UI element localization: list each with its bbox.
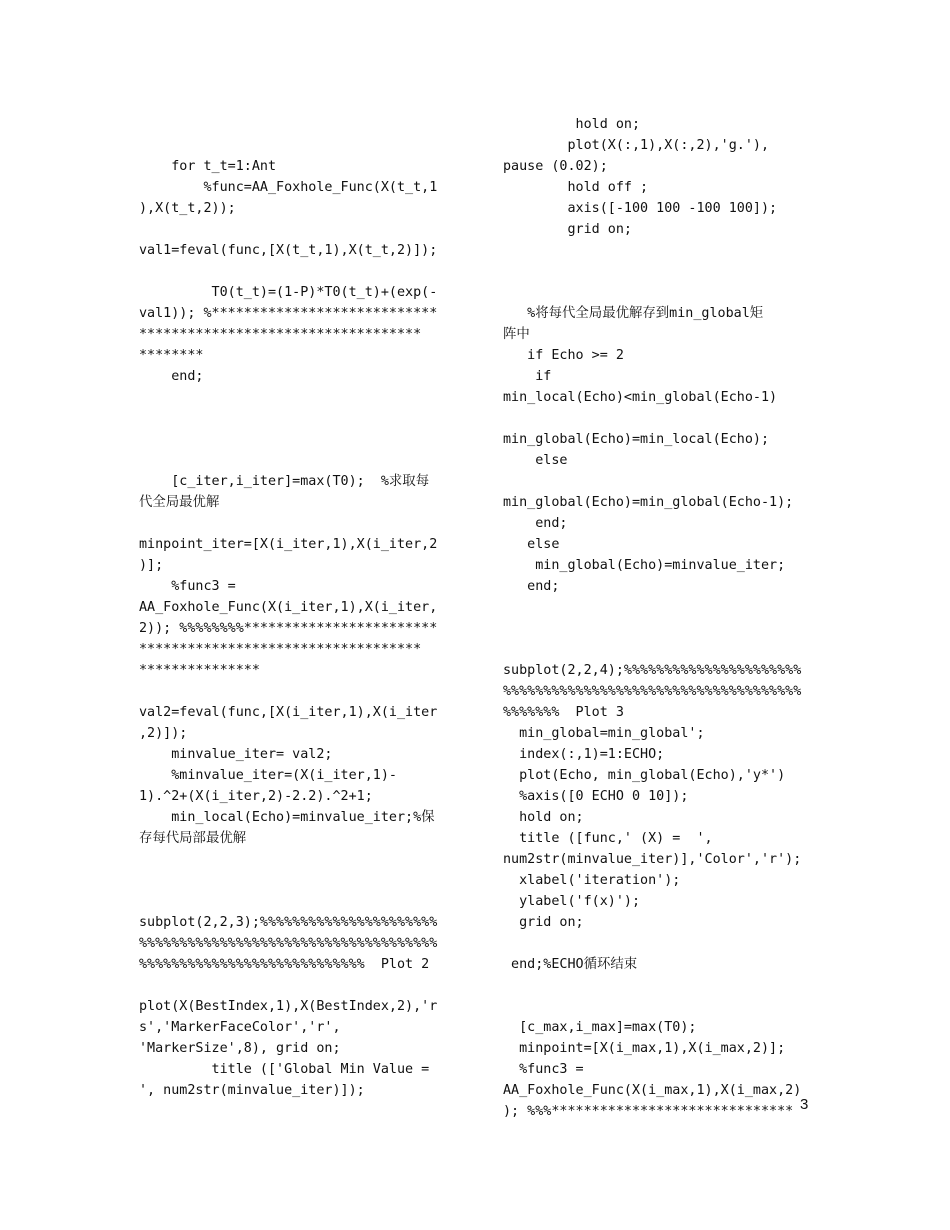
code-line: hold on;	[503, 117, 641, 132]
code-line: grid on;	[503, 222, 632, 237]
code-line: minpoint=[X(i_max,1),X(i_max,2)];	[503, 1041, 786, 1056]
code-line: ********	[139, 348, 204, 363]
code-line	[139, 870, 449, 891]
code-line: end;	[503, 579, 560, 594]
code-line: min_global=min_global';	[503, 726, 705, 741]
code-line: ylabel('f(x)');	[503, 894, 641, 909]
code-line: min_local(Echo)<min_global(Echo-1)	[503, 390, 778, 405]
code-line	[503, 933, 813, 954]
code-line: ),X(t_t,2));	[139, 201, 236, 216]
code-line: if Echo >= 2	[503, 348, 624, 363]
code-line: [c_iter,i_iter]=max(T0); %求取每	[139, 474, 430, 489]
code-line: 1).^2+(X(i_iter,2)-2.2).^2+1;	[139, 789, 373, 804]
code-column-left	[139, 114, 449, 1101]
code-line: else	[503, 537, 560, 552]
code-line: ', num2str(minvalue_iter)]);	[139, 1083, 365, 1098]
code-line	[139, 408, 449, 429]
code-line	[503, 975, 813, 996]
code-line: hold on;	[503, 810, 584, 825]
code-line: s','MarkerFaceColor','r',	[139, 1020, 341, 1035]
page-number: 3	[800, 1096, 809, 1113]
code-line: %axis([0 ECHO 0 10]);	[503, 789, 689, 804]
code-line: min_global(Echo)=minvalue_iter;	[503, 558, 786, 573]
code-line: min_global(Echo)=min_global(Echo-1);	[503, 495, 794, 510]
code-line: title (['Global Min Value =	[139, 1062, 430, 1077]
code-line: min_local(Echo)=minvalue_iter;%保	[139, 810, 435, 825]
code-line	[503, 618, 813, 639]
code-line: title ([func,' (X) = ',	[503, 831, 713, 846]
code-line: 'MarkerSize',8), grid on;	[139, 1041, 341, 1056]
code-line: %func3 =	[503, 1062, 584, 1077]
code-line: val1=feval(func,[X(t_t,1),X(t_t,2)]);	[139, 243, 438, 258]
code-line: %%%%%%%%%%%%%%%%%%%%%%%%%%%% Plot 2	[139, 957, 430, 972]
code-line: ,2)]);	[139, 726, 188, 741]
code-line: if	[503, 369, 552, 384]
code-line: %%%%%%% Plot 3	[503, 705, 624, 720]
code-line	[139, 450, 449, 471]
code-line: %%%%%%%%%%%%%%%%%%%%%%%%%%%%%%%%%%%%%	[139, 936, 438, 951]
code-line	[503, 639, 813, 660]
code-line	[139, 135, 449, 156]
code-line: plot(Echo, min_global(Echo),'y*')	[503, 768, 786, 783]
code-line: grid on;	[503, 915, 584, 930]
code-line: for t_t=1:Ant	[139, 159, 277, 174]
code-line: AA_Foxhole_Func(X(i_iter,1),X(i_iter,	[139, 600, 438, 615]
code-line	[139, 387, 449, 408]
code-line	[503, 597, 813, 618]
code-line: end;%ECHO循环结束	[503, 957, 638, 972]
code-line: %func=AA_Foxhole_Func(X(t_t,1	[139, 180, 438, 195]
code-line: minvalue_iter= val2;	[139, 747, 333, 762]
code-line: end;	[503, 516, 568, 531]
code-line	[503, 240, 813, 261]
code-line	[139, 891, 449, 912]
code-line: hold off ;	[503, 180, 649, 195]
code-line: subplot(2,2,3);%%%%%%%%%%%%%%%%%%%%%%	[139, 915, 438, 930]
code-line: val2=feval(func,[X(i_iter,1),X(i_iter	[139, 705, 438, 720]
code-line: ); %%%******************************	[503, 1104, 794, 1119]
code-line	[503, 996, 813, 1017]
code-line: val1)); %****************************	[139, 306, 438, 321]
code-line: pause (0.02);	[503, 159, 608, 174]
code-line: %minvalue_iter=(X(i_iter,1)-	[139, 768, 397, 783]
code-line	[139, 261, 449, 282]
code-line	[139, 849, 449, 870]
code-line	[503, 282, 813, 303]
code-line: %%%%%%%%%%%%%%%%%%%%%%%%%%%%%%%%%%%%%	[503, 684, 802, 699]
code-line: end;	[139, 369, 204, 384]
code-line: 阵中	[503, 327, 530, 342]
code-line: xlabel('iteration');	[503, 873, 681, 888]
code-line: T0(t_t)=(1-P)*T0(t_t)+(exp(-	[139, 285, 438, 300]
code-line	[139, 513, 449, 534]
code-line: ***************	[139, 663, 260, 678]
code-line: 代全局最优解	[139, 495, 220, 510]
code-line: 存每代局部最优解	[139, 831, 247, 846]
code-line: ***********************************	[139, 642, 422, 657]
code-line: %func3 =	[139, 579, 236, 594]
code-line	[503, 261, 813, 282]
code-line: index(:,1)=1:ECHO;	[503, 747, 665, 762]
code-line: [c_max,i_max]=max(T0);	[503, 1020, 697, 1035]
code-line	[503, 471, 813, 492]
code-line	[139, 975, 449, 996]
code-line	[139, 681, 449, 702]
code-line: else	[503, 453, 568, 468]
code-line: %将每代全局最优解存到min_global矩	[503, 306, 764, 321]
code-line: num2str(minvalue_iter)],'Color','r');	[503, 852, 802, 867]
code-line: AA_Foxhole_Func(X(i_max,1),X(i_max,2)	[503, 1083, 802, 1098]
code-column-right	[503, 114, 813, 1122]
code-line: axis([-100 100 -100 100]);	[503, 201, 778, 216]
code-line: )];	[139, 558, 164, 573]
code-line: plot(X(:,1),X(:,2),'g.'),	[503, 138, 770, 153]
code-line: min_global(Echo)=min_local(Echo);	[503, 432, 770, 447]
code-line: plot(X(BestIndex,1),X(BestIndex,2),'r	[139, 999, 438, 1014]
code-line	[139, 114, 449, 135]
code-line: subplot(2,2,4);%%%%%%%%%%%%%%%%%%%%%%	[503, 663, 802, 678]
code-line	[139, 219, 449, 240]
code-line	[139, 429, 449, 450]
code-line: 2)); %%%%%%%%************************	[139, 621, 438, 636]
code-line	[503, 408, 813, 429]
code-line: ***********************************	[139, 327, 422, 342]
code-line: minpoint_iter=[X(i_iter,1),X(i_iter,2	[139, 537, 438, 552]
